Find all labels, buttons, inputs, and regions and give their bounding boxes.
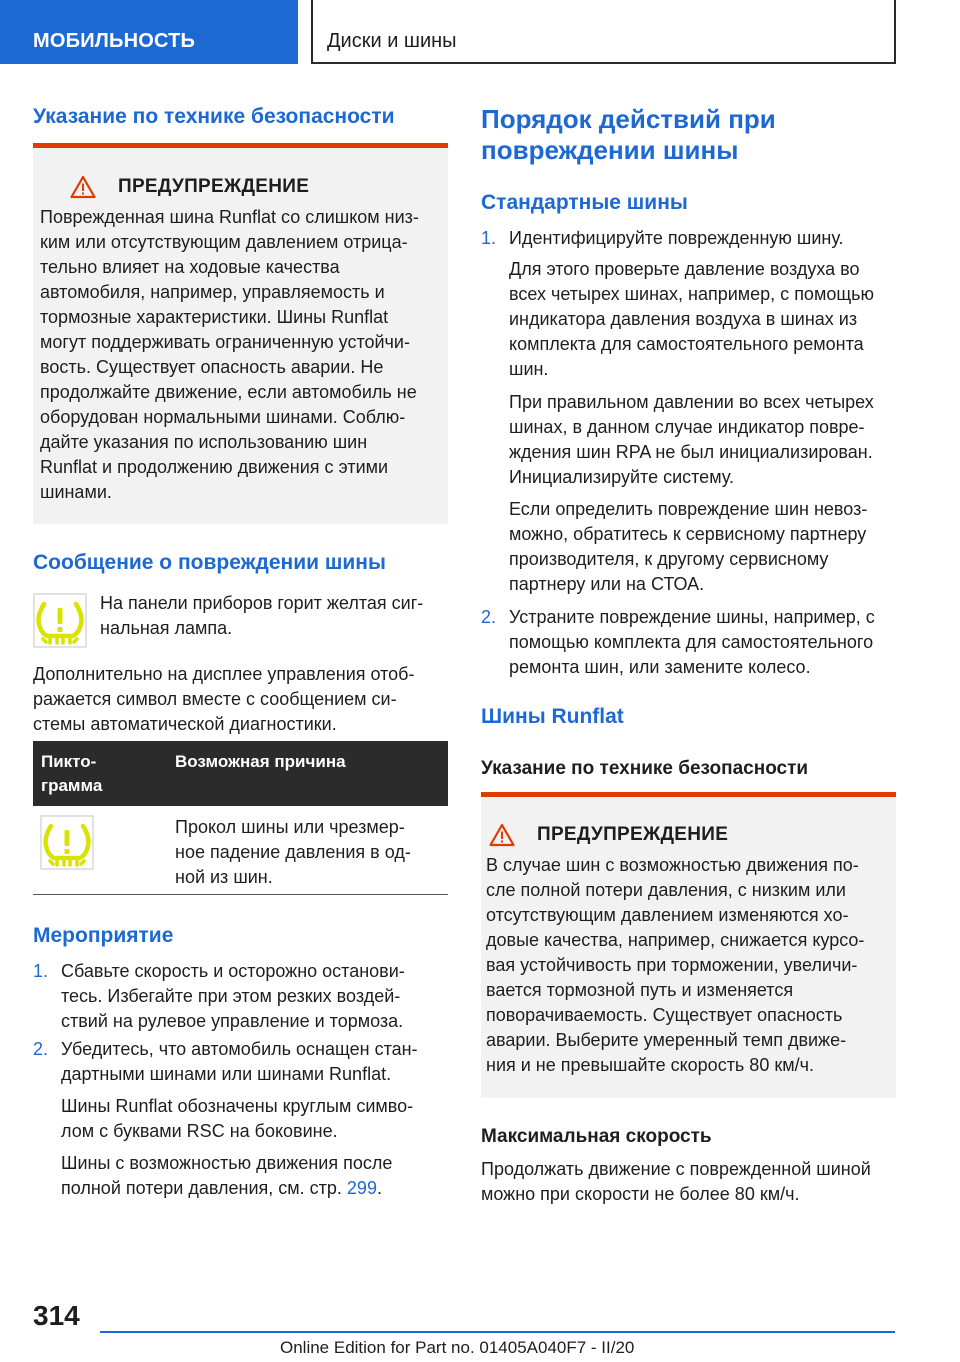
text-line: нальная лампа. — [100, 618, 233, 638]
text-line: Шины Runflat обозначены круглым симво- — [61, 1096, 414, 1116]
table-divider — [33, 894, 448, 895]
measures-list — [33, 959, 448, 1201]
tire-pressure-warning-icon — [33, 593, 87, 648]
text-line: автомобиля, например, управляемость и — [40, 282, 385, 302]
text-line: Сбавьте скорость и осторожно останови- — [61, 961, 405, 981]
warning-icon — [70, 175, 96, 199]
text-line: грамма — [41, 776, 103, 795]
text-line: ное падение давления в од- — [175, 842, 411, 862]
text-line: всех четырех шинах, например, с помощью — [509, 284, 875, 304]
procedure-heading — [481, 104, 896, 166]
safety-heading: Указание по технике безопасности — [33, 105, 395, 128]
footer-divider — [100, 1331, 895, 1333]
text-line: Runflat и продолжению движения с этими — [40, 457, 389, 477]
text-line: дайте указания по использованию шин — [40, 432, 368, 452]
warning-box — [33, 143, 448, 524]
text-line: индикатора давления воздуха в шинах из — [509, 309, 858, 329]
list-number: 2. — [33, 1039, 49, 1059]
list-item-text — [61, 1037, 448, 1201]
warning-title-text: ПРЕДУПРЕЖДЕНИЕ — [537, 824, 729, 845]
text-line: довые качества, например, снижается курсо- — [486, 930, 865, 950]
standard-tires-heading: Стандартные шины — [481, 191, 688, 214]
text-line: тельно влияет на ходовые качества — [40, 257, 340, 277]
list-number: 2. — [481, 607, 497, 627]
text-line: Пикто- — [41, 752, 97, 771]
text-line: Шины с возможностью движения после — [61, 1153, 393, 1173]
list-item — [481, 605, 896, 680]
safety-subheading: Указание по технике безопасности — [481, 758, 809, 779]
text-line: ной из шин. — [175, 867, 273, 887]
list-item — [33, 1037, 448, 1201]
text-line: можно при скорости не более 80 км/ч. — [481, 1184, 800, 1204]
edition-info: Online Edition for Part no. 01405A040F7 - II/20 — [280, 1338, 635, 1357]
text-line: оборудован нормальными шинами. Соблю- — [40, 407, 406, 427]
warning-box — [481, 792, 896, 1098]
text-line: производителя, к другому сервисному — [509, 549, 829, 569]
measures-heading: Мероприятие — [33, 924, 174, 947]
text-line: партнеру или на СТОА. — [509, 574, 705, 594]
text-line: тесь. Избегайте при этом резких воздей- — [61, 986, 401, 1006]
text-line: ствий на рулевое управление и тормоза. — [61, 1011, 404, 1031]
procedure-list — [481, 226, 896, 680]
tire-pressure-warning-icon — [40, 815, 94, 870]
text-line: стемы автоматической диагностики. — [33, 714, 337, 734]
text-line: Идентифицируйте поврежденную шину. — [509, 228, 844, 248]
text-line: помощью комплекта для самостоятельного — [509, 632, 874, 652]
text-line: В случае шин с возможностью движения по- — [486, 855, 859, 875]
text-line: Поврежденная шина Runflat со слишком низ- — [40, 207, 419, 227]
list-number: 1. — [33, 961, 49, 981]
text-line — [61, 1176, 448, 1201]
list-item — [481, 226, 896, 597]
text-line: тормозные характеристики. Шины Runflat — [40, 307, 389, 327]
text-line: Дополнительно на дисплее управления отоб- — [33, 664, 415, 684]
table-header — [33, 741, 448, 806]
warning-text — [40, 205, 445, 505]
text-line: ким или отсутствующим давлением отрица- — [40, 232, 408, 252]
lamp-text — [100, 591, 448, 641]
text-line: шин. — [509, 359, 549, 379]
runflat-heading: Шины Runflat — [481, 705, 624, 728]
table-header-cause: Возможная причина — [175, 752, 346, 771]
text-line: вая устойчивость при торможении, увеличи- — [486, 955, 858, 975]
text-line: Порядок действий при — [481, 104, 776, 134]
table-header-pictogram — [41, 750, 102, 798]
message-heading: Сообщение о повреждении шины — [33, 551, 386, 574]
display-text — [33, 662, 448, 737]
text-line: сле полной потери давления, с низким или — [486, 880, 846, 900]
text-line: На панели приборов горит желтая сиг- — [100, 593, 424, 613]
text-line: комплекта для самостоятельного ремонта — [509, 334, 864, 354]
text-line: продолжайте движение, если автомобиль не — [40, 382, 417, 402]
text-line: Если определить повреждение шин невоз- — [509, 499, 868, 519]
text-line: можно, обратитесь к сервисному партнеру — [509, 524, 867, 544]
list-item-text — [509, 226, 896, 597]
list-item-text — [509, 605, 896, 680]
text-line: могут поддерживать ограниченную устойчи- — [40, 332, 410, 352]
text-line: поворачиваемость. Существует опасность — [486, 1005, 843, 1025]
text-line: Прокол шины или чрезмер- — [175, 817, 405, 837]
warning-title-text: ПРЕДУПРЕЖДЕНИЕ — [118, 176, 310, 197]
text-line: Инициализируйте систему. — [509, 467, 734, 487]
text-line: шинах, в данном случае индикатор повре- — [509, 417, 865, 437]
text-line: Устраните повреждение шины, например, с — [509, 607, 875, 627]
list-number: 1. — [481, 228, 497, 248]
text-line: ждения шин RPA не был инициализирован. — [509, 442, 873, 462]
max-speed-text — [481, 1157, 896, 1207]
text-line: лом с буквами RSC на боковине. — [61, 1121, 338, 1141]
table-row-text — [175, 815, 447, 890]
text-line: дартными шинами или шинами Runflat. — [61, 1064, 392, 1084]
warning-title — [70, 175, 309, 199]
section-tab[interactable]: МОБИЛЬНОСТЬ — [0, 0, 298, 64]
text-line: вается тормозной путь и изменяется — [486, 980, 794, 1000]
text-line: повреждении шины — [481, 135, 739, 165]
max-speed-heading: Максимальная скорость — [481, 1126, 712, 1147]
text-line: При правильном давлении во всех четырех — [509, 392, 874, 412]
text-line: Продолжать движение с поврежденной шиной — [481, 1159, 871, 1179]
warning-title — [489, 823, 728, 847]
list-item-text — [61, 959, 448, 1034]
text-line: ремонта шин, или замените колесо. — [509, 657, 811, 677]
page-link[interactable]: 299 — [346, 1178, 377, 1198]
text-line: шинами. — [40, 482, 112, 502]
text-line: аварии. Выберите умеренный темп движе- — [486, 1030, 847, 1050]
warning-text — [486, 853, 891, 1078]
text-line: вость. Существует опасность аварии. Не — [40, 357, 384, 377]
text-line: ния и не превышайте скорость 80 км/ч. — [486, 1055, 814, 1075]
warning-icon — [489, 823, 515, 847]
text-line: ражается символ вместе с сообщением си- — [33, 689, 397, 709]
chapter-title: Диски и шины — [311, 0, 896, 64]
text-line: отсутствующим давлением изменяются хо- — [486, 905, 849, 925]
text-line: Убедитесь, что автомобиль оснащен стан- — [61, 1039, 418, 1059]
text-line: Для этого проверьте давление воздуха во — [509, 259, 860, 279]
list-item — [33, 959, 448, 1037]
text-fragment: полной потери давления, см. стр. — [61, 1178, 347, 1198]
page-number: 314 — [33, 1300, 80, 1331]
text-fragment: . — [376, 1178, 382, 1198]
